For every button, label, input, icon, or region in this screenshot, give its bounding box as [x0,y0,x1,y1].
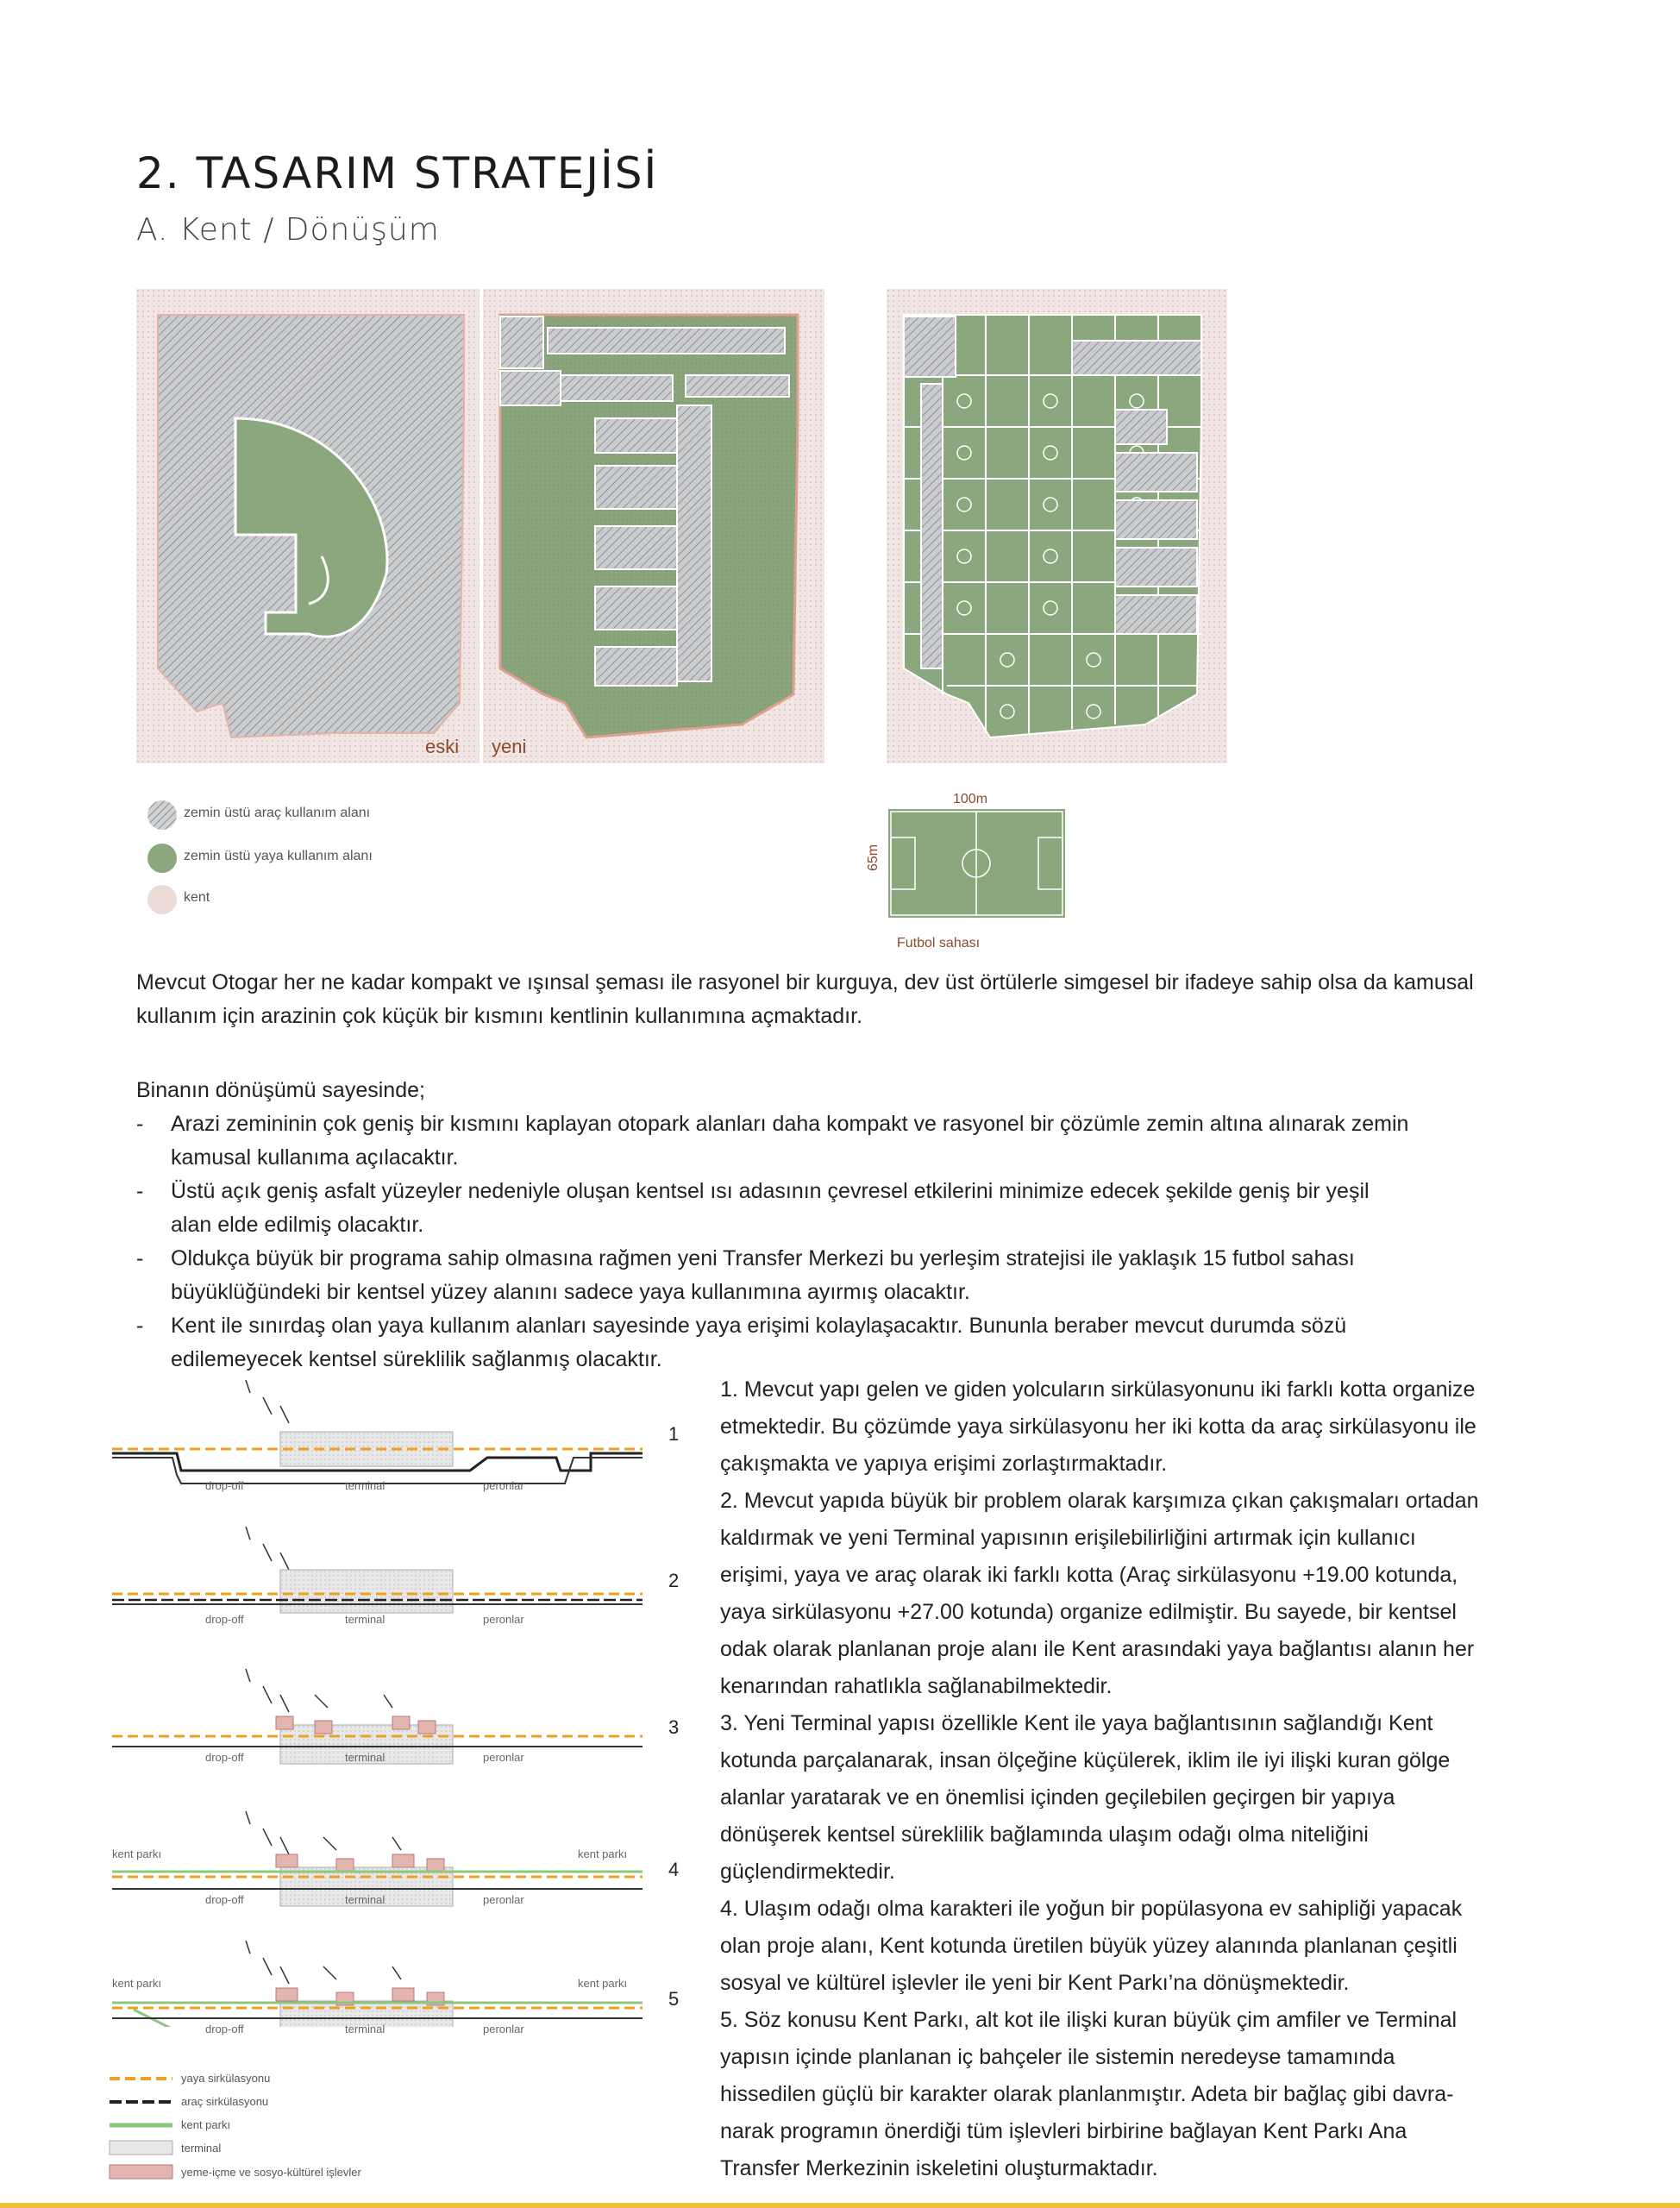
legend-terminal-label: terminal [181,2142,222,2155]
section-4-park-left: kent parkı [112,1847,162,1860]
section-5 [112,1941,643,2027]
football-pitch [888,809,1065,918]
section-4-terminal: terminal [345,1893,386,1906]
section-4-number: 4 [668,1859,680,1880]
label-new: yeni [492,736,527,757]
site-plan-new [483,289,824,763]
section-4 [112,1811,643,1906]
section-1-terminal: terminal [345,1479,386,1492]
site-plan-figures [136,289,1232,772]
bottom-accent-bar [0,2203,1680,2208]
legend-ped-label: yaya sirkülasyonu [181,2072,271,2085]
section-3-number: 3 [668,1716,680,1738]
page-title: 2. TASARIM STRATEJİSİ [136,148,659,198]
section-diagrams [108,1371,660,2027]
section-4-dropoff: drop-off [205,1893,244,1906]
section-2-dropoff: drop-off [205,1613,244,1626]
legend-vehicle-label: zemin üstü araç kullanım alanı [184,806,371,820]
section-2-terminal: terminal [345,1613,386,1626]
legend-swatches-bottom [108,2070,177,2191]
page-subtitle: A. Kent / Dönüşüm [136,212,440,248]
section-3-dropoff: drop-off [205,1751,244,1764]
section-4-park-right: kent parkı [578,1847,628,1860]
legend-pedestrian-label: zemin üstü yaya kullanım alanı [184,849,373,863]
intro-paragraph: Mevcut Otogar her ne kadar kompakt ve ışınsal şeması ile rasyonel bir kurguya, dev üst örtülerle simgesel bir ifadeye sahip olsa da kamusal kullanım için arazinin çok küçük bir kısmını kentlinin kullanımına açmaktadır. [136,970,1474,1028]
legend-swatches-top [145,798,179,919]
section-5-peronlar: peronlar [483,2023,524,2036]
section-1-peronlar: peronlar [483,1479,524,1492]
label-old: eski [425,736,460,757]
section-1-number: 1 [668,1423,680,1445]
section-1 [112,1380,643,1484]
legend-veh-label: araç sirkülasyonu [181,2095,269,2108]
section-3-peronlar: peronlar [483,1751,524,1764]
section-5-park-left: kent parkı [112,1977,162,1990]
section-5-terminal: terminal [345,2023,386,2036]
section-2-peronlar: peronlar [483,1613,524,1626]
bullet-list: - Arazi zemininin çok geniş bir kısmını kaplayan otopark alanları daha kompakt ve rasyonel bir çözümle zemin altına alınarak zemin kamusal kullanıma açılacaktır. - Üstü açık geniş asfalt yüzeyler nedeniyle oluşan kentsel ısı adasının çevresel etkilerini minimize edecek şekilde geniş bir yeşil alan elde edilmiş olacaktır. - Oldukça büyük bir programa sahip olmasına rağmen yeni Transfer Merkezi bu yerleşim stratejisi ile yaklaşık 15 futbol sahası büyüklüğündeki bir kentsel yüzey alanını sadece yaya kullanımına ayırmış olacaktır. - Kent ile sınırdaş olan yaya kullanım alanları sayesinde yaya erişimi kolaylaşacaktır. Bununla beraber mevcut durumda sözü edilemeyecek kentsel süreklilik sağlanmış olacaktır. [136,1112,1409,1371]
section-5-dropoff: drop-off [205,2023,244,2036]
site-plan-football-overlay [887,289,1227,763]
section-5-number: 5 [668,1988,680,2010]
section-2 [112,1527,643,1613]
site-plan-old [136,289,480,763]
football-caption: Futbol sahası [897,936,981,950]
legend-food-label: yeme-içme ve sosyo-kültürel işlevler [181,2166,361,2179]
list-title: Binanın dönüşümü sayesinde; [136,1078,425,1102]
numbered-text: 1. Mevcut yapı gelen ve giden yolcuların sirkülasyonunu iki farklı kotta organize etmektedir. Bu çözümde yaya sirkülasyonu her iki kotta da araç sirkülasyonu ile çakışmakta ve yapıya erişimi zorlaştırmaktadır. 2. Mevcut yapıda büyük bir problem olarak karşımıza çıkan çakışmaları ortadan kaldırmak ve yeni Terminal yapısının erişilebilirliğini artırmak için kullanıcı erişimi, yaya ve araç olarak iki farklı kotta (Araç sirkülasyonu +19.00 kotunda, yaya sirkülasyonu +27.00 kotunda) organize edilmiştir. Bu sayede, bir kentsel odak olarak planlanan proje alanı ile Kent arasındaki yaya bağlantısı alanın her kenarından rahatlıkla sağlanabilmektedir. 3. Yeni Terminal yapısı özellikle Kent ile yaya bağlantısının sağlandığı Kent kotunda parçalanarak, insan ölçeğine küçülerek, iklim ile iyi ilişki kuran gölge alanlar yaratarak ve en önemlisi içinden geçilebilen geçirgen bir yapıya dönüşerek kentsel süreklilik bağlamında ulaşım odağı olma niteliğini güçlendirmektedir. 4. Ulaşım odağı olma karakteri ile yoğun bir popülasyona ev sahipliği yapacak olan proje alanı, Kent kotunda üretilen büyük yüzey alanında planlanan çeşitli sosyal ve kültürel işlevler ile yeni bir Kent Parkı’na dönüşmektedir. 5. Söz konusu Kent Parkı, alt kot ile ilişki kuran büyük çim amfiler ve Terminal yapısın içinde planlanan iç bahçeler ile sistemin neredeyse tamamında hissedilen güçlü bir karakter olarak planlanmıştır. Adeta bir bağlaç gibi davra- narak programın önerdiği tüm işlevleri birbirine bağlayan Kent Parkı Ana Transfer Merkezinin iskeletini oluşturmaktadır. [720,1377,1479,2180]
section-5-park-right: kent parkı [578,1977,628,1990]
section-4-peronlar: peronlar [483,1893,524,1906]
section-3-terminal: terminal [345,1751,386,1764]
section-1-dropoff: drop-off [205,1479,244,1492]
football-width-label: 100m [953,792,988,806]
legend-city-label: kent [184,890,210,905]
legend-park-label: kent parkı [181,2118,231,2131]
section-3 [112,1669,643,1764]
section-2-number: 2 [668,1570,680,1591]
football-height-label: 65m [866,844,881,871]
